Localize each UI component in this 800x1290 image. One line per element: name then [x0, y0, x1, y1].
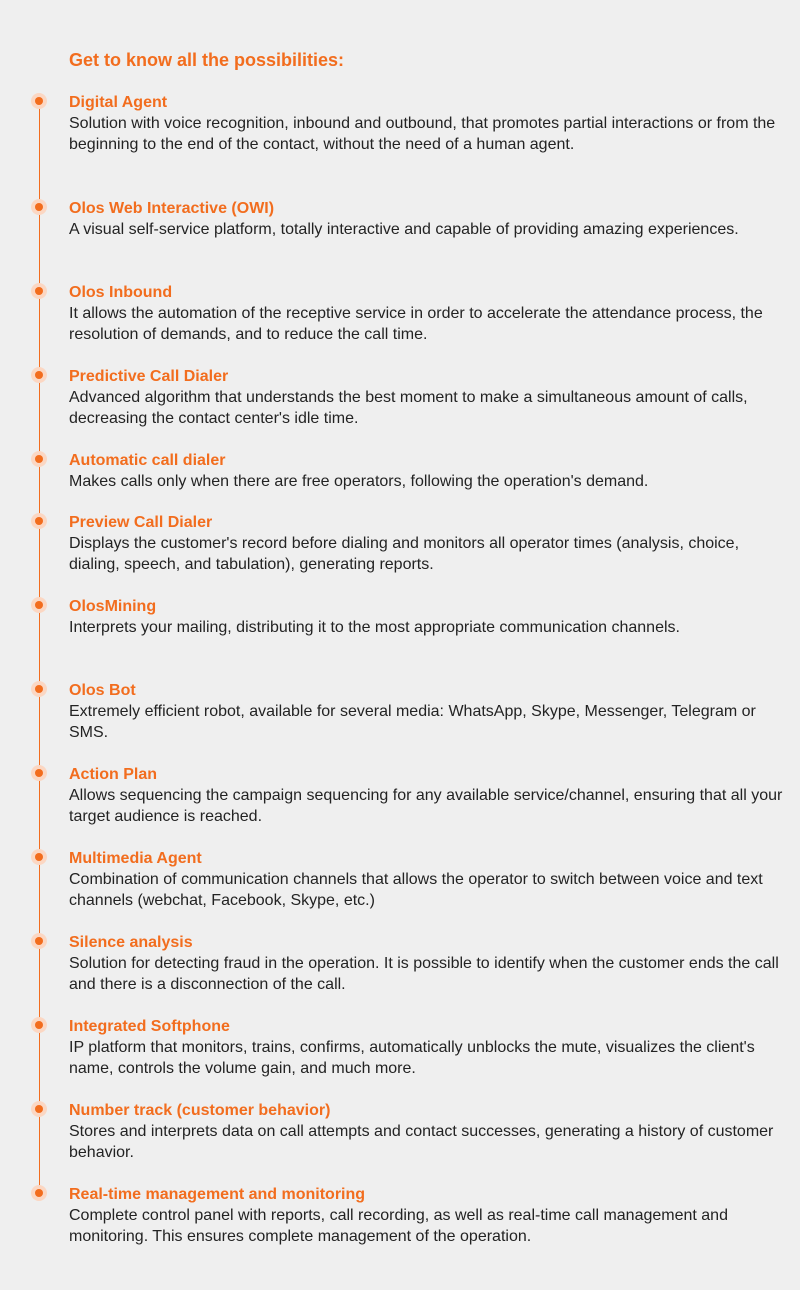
feature-title: Integrated Softphone — [69, 1018, 230, 1035]
timeline-dot-icon — [31, 1101, 47, 1117]
feature-title: Silence analysis — [69, 934, 193, 951]
feature-title: Olos Bot — [69, 682, 136, 699]
timeline-dot-icon — [31, 1185, 47, 1201]
feature-item-number-track — [0, 1100, 800, 1163]
feature-item-action-plan — [0, 764, 800, 827]
feature-item-integrated-softphone — [0, 1016, 800, 1079]
timeline-dot-icon — [31, 199, 47, 215]
feature-description: Stores and interprets data on call attempts and contact successes, generating a history of customer behavior. — [69, 1123, 774, 1161]
feature-item-silence-analysis — [0, 932, 800, 995]
feature-title: Olos Inbound — [69, 284, 173, 301]
feature-title: Olos Web Interactive (OWI) — [69, 200, 275, 217]
feature-description: Combination of communication channels that allows the operator to switch between voice and text channels (webchat, Facebook, Skype, etc.) — [69, 871, 763, 909]
feature-item-digital-agent — [0, 92, 800, 155]
feature-item-preview-call-dialer — [0, 512, 800, 575]
timeline-dot-icon — [31, 765, 47, 781]
timeline-dot-icon — [31, 283, 47, 299]
page-title: Get to know all the possibilities: — [69, 50, 345, 70]
timeline-dot-icon — [31, 597, 47, 613]
timeline-dot-icon — [31, 367, 47, 383]
feature-title: Real-time management and monitoring — [69, 1186, 366, 1203]
timeline-dot-icon — [31, 849, 47, 865]
feature-item-real-time-management — [0, 1184, 800, 1247]
feature-description: Advanced algorithm that understands the best moment to make a simultaneous amount of calls, decreasing the contact center's idle time. — [69, 389, 748, 427]
feature-description: Allows sequencing the campaign sequencing for any available service/channel, ensuring that all your target audience is reached. — [69, 787, 783, 825]
feature-item-multimedia-agent — [0, 848, 800, 911]
timeline-dot-icon — [31, 451, 47, 467]
feature-title: Number track (customer behavior) — [69, 1102, 331, 1119]
feature-item-olos-bot — [0, 680, 800, 743]
feature-item-predictive-call-dialer — [0, 366, 800, 429]
feature-description: Interprets your mailing, distributing it to the most appropriate communication channels. — [69, 619, 680, 636]
feature-description: Extremely efficient robot, available for several media: WhatsApp, Skype, Messenger, Telegram or SMS. — [69, 703, 756, 741]
feature-description: A visual self-service platform, totally interactive and capable of providing amazing experiences. — [69, 221, 739, 238]
feature-title: Predictive Call Dialer — [69, 368, 229, 385]
feature-item-olos-web-interactive — [0, 198, 800, 240]
timeline-dot-icon — [31, 93, 47, 109]
timeline-dot-icon — [31, 933, 47, 949]
feature-item-automatic-call-dialer — [0, 450, 800, 492]
feature-description: Complete control panel with reports, call recording, as well as real-time call management and monitoring. This ensures complete management of the operation. — [69, 1207, 728, 1245]
timeline-dot-icon — [31, 681, 47, 697]
feature-item-olosmining — [0, 596, 800, 638]
feature-description: Solution with voice recognition, inbound and outbound, that promotes partial interactions or from the beginning to the end of the contact, without the need of a human agent. — [69, 115, 776, 153]
feature-title: Automatic call dialer — [69, 452, 226, 469]
feature-description: IP platform that monitors, trains, confirms, automatically unblocks the mute, visualizes the client's name, controls the volume gain, and much more. — [69, 1039, 755, 1077]
timeline-dot-icon — [31, 513, 47, 529]
feature-title: Action Plan — [69, 766, 158, 783]
feature-description: Displays the customer's record before dialing and monitors all operator times (analysis, choice, dialing, speech, and tabulation), generating reports. — [69, 535, 740, 573]
feature-description: Makes calls only when there are free operators, following the operation's demand. — [69, 473, 649, 490]
timeline-dot-icon — [31, 1017, 47, 1033]
feature-title: Digital Agent — [69, 94, 168, 111]
feature-description: Solution for detecting fraud in the operation. It is possible to identify when the customer ends the call and there is a disconnection of the call. — [69, 955, 779, 993]
feature-item-olos-inbound — [0, 282, 800, 345]
feature-title: Multimedia Agent — [69, 850, 202, 867]
feature-title: Preview Call Dialer — [69, 514, 213, 531]
feature-title: OlosMining — [69, 598, 157, 615]
feature-description: It allows the automation of the receptive service in order to accelerate the attendance process, the resolution of demands, and to reduce the call time. — [69, 305, 763, 343]
